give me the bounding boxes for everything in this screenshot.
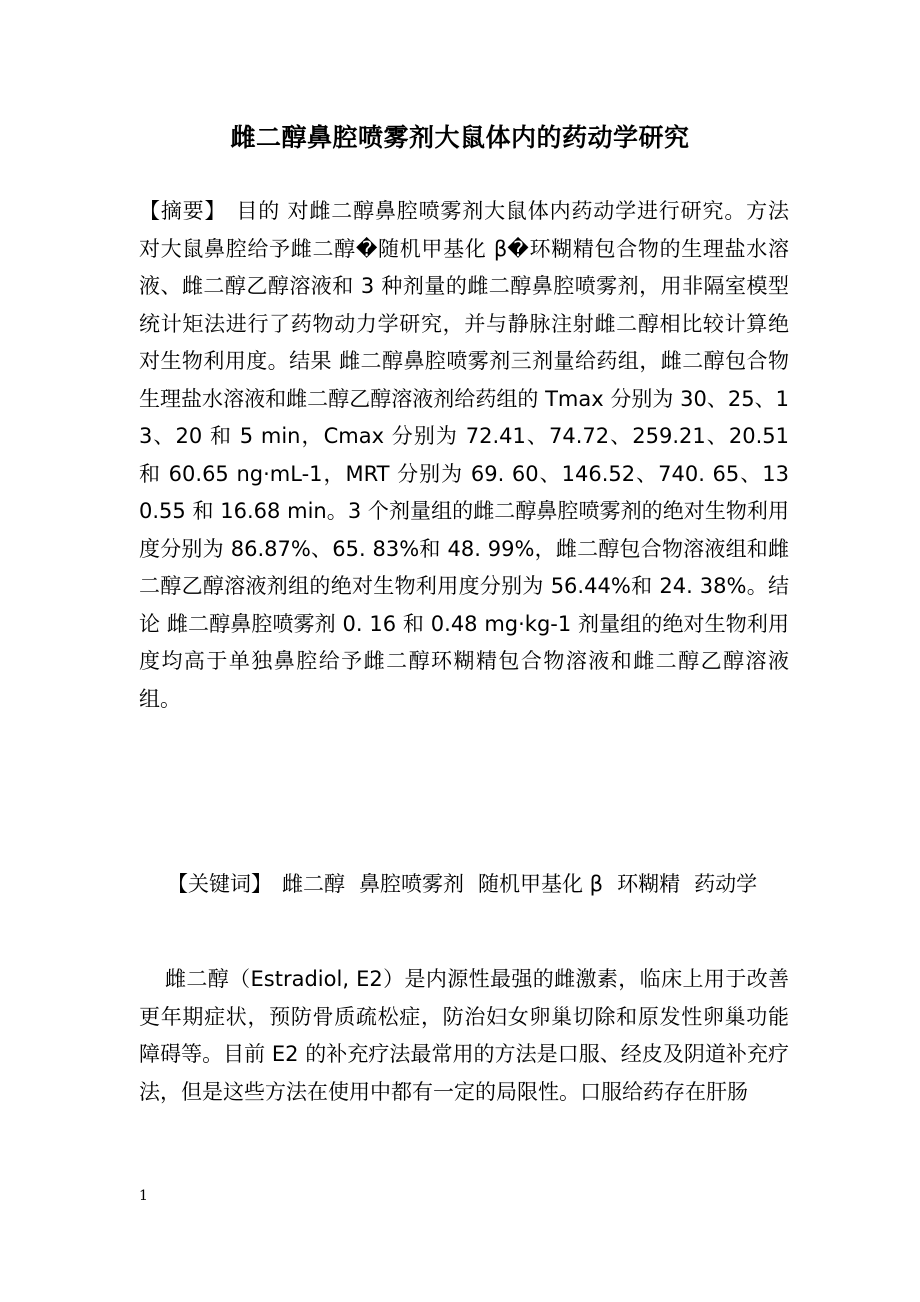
keywords-line — [139, 866, 789, 904]
keyword-term: 随机甲基化 β — [478, 872, 604, 896]
document-title: 雌二醇鼻腔喷雾剂大鼠体内的药动学研究 — [230, 123, 690, 152]
abstract-label: 【摘要】 — [139, 199, 227, 223]
keyword-term: 雌二醇 — [282, 872, 345, 896]
abstract-text: 目的 对雌二醇鼻腔喷雾剂大鼠体内药动学进行研究。方法 对大鼠鼻腔给予雌二醇�随机甲基化 β�环糊精包合物的生理盐水溶液、雌二醇乙醇溶液和 3 种剂量的雌二醇鼻腔喷雾剂，用非隔室模型统计矩法进行了药物动力学研究，并与静脉注射雌二醇相比较计算绝对生物利用度。结果 雌二醇鼻腔喷雾剂三剂量给药组，雌二醇包合物生理盐水溶液和雌二醇乙醇溶液剂给药组的 Tmax 分别为 30、25、13、20 和 5 min，Cmax 分别为 72.41、74.72、259.21、20.51 和 60.65 ng·mL-1，MRT 分别为 69. 60、146.52、740. 65、130.55 和 16.68 min。3 个剂量组的雌二醇鼻腔喷雾剂的绝对生物利用度分别为 86.87%、65. 83%和 48. 99%，雌二醇包合物溶液组和雌二醇乙醇溶液剂组的绝对生物利用度分别为 56.44%和 24. 38%。结论 雌二醇鼻腔喷雾剂 0. 16 和 0.48 mg·kg-1 剂量组的绝对生物利用度均高于单独鼻腔给予雌二醇环糊精包合物溶液和雌二醇乙醇溶液组。 — [139, 199, 789, 711]
keyword-term: 鼻腔喷雾剂 — [359, 872, 464, 896]
keyword-term: 药动学 — [694, 872, 758, 896]
keywords-label: 【关键词】 — [167, 872, 272, 896]
abstract-paragraph — [139, 193, 789, 718]
intro-paragraph: 雌二醇（Estradiol, E2）是内源性最强的雌激素，临床上用于改善更年期症状，预防骨质疏松症，防治妇女卵巢切除和原发性卵巢功能障碍等。目前 E2 的补充疗法最常用的方法是口服、经皮及阴道补充疗法，但是这些方法在使用中都有一定的局限性。口服给药存在肝肠 — [139, 967, 789, 1104]
page-number: 1 — [139, 1188, 148, 1204]
keyword-term: 环糊精 — [617, 872, 681, 896]
